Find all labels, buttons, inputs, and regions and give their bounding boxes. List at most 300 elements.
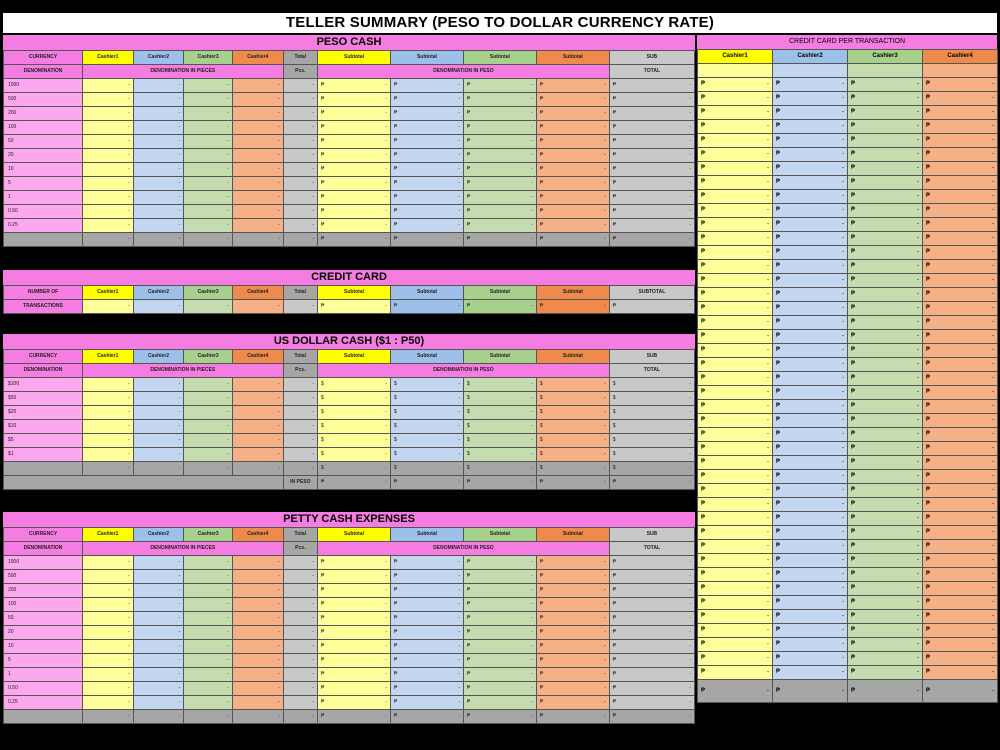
denomination-value[interactable]: 500 <box>4 570 83 584</box>
sub-total-cell[interactable] <box>609 668 694 682</box>
cashier-1-amount-cell[interactable] <box>318 392 391 406</box>
cashier-1-amount-cell[interactable] <box>318 448 391 462</box>
cc-tx-amount-cell[interactable] <box>923 176 998 190</box>
sub-total-cell[interactable] <box>609 135 694 149</box>
cashier-2-pieces-cell[interactable]: - <box>133 149 184 163</box>
cashier-3-pieces-cell[interactable]: - <box>184 406 233 420</box>
cc-tx-amount-cell[interactable] <box>698 386 773 400</box>
cc-cashier-2-count-cell[interactable]: - <box>133 300 184 314</box>
sub-total-cell[interactable] <box>609 177 694 191</box>
cc-tx-amount-cell[interactable] <box>773 148 848 162</box>
cashier-4-pieces-cell[interactable]: - <box>232 378 283 392</box>
total-pieces-cell[interactable]: - <box>283 392 317 406</box>
sub-total-cell[interactable] <box>609 163 694 177</box>
sub-total-cell[interactable] <box>609 392 694 406</box>
cc-tx-amount-cell[interactable] <box>773 540 848 554</box>
cashier-1-amount-cell[interactable] <box>318 121 391 135</box>
cc-tx-amount-cell[interactable] <box>698 274 773 288</box>
cc-tx-amount-cell[interactable] <box>848 414 923 428</box>
cc-total-count-cell[interactable]: - <box>283 300 317 314</box>
cc-tx-amount-cell[interactable] <box>848 442 923 456</box>
denomination-value[interactable]: 50 <box>4 135 83 149</box>
total-pieces-cell[interactable]: - <box>283 191 317 205</box>
cashier-2-amount-cell[interactable] <box>390 654 463 668</box>
cashier-4-amount-cell[interactable] <box>536 640 609 654</box>
total-pieces-cell[interactable]: - <box>283 149 317 163</box>
cashier-1-amount-cell[interactable] <box>318 556 391 570</box>
cc-tx-amount-cell[interactable] <box>773 358 848 372</box>
cashier-4-pieces-cell[interactable]: - <box>232 149 283 163</box>
pcs-header[interactable]: Pcs. <box>283 364 317 378</box>
cc-tx-amount-cell[interactable] <box>923 190 998 204</box>
cc-tx-amount-cell[interactable] <box>773 302 848 316</box>
cashier-4-pieces-cell[interactable]: - <box>232 420 283 434</box>
cc-tx-amount-cell[interactable] <box>773 596 848 610</box>
cc-tx-amount-cell[interactable] <box>923 386 998 400</box>
cashier-1-pieces-cell[interactable]: - <box>83 654 134 668</box>
cashier-1-pieces-cell[interactable]: - <box>83 448 134 462</box>
cc-tx-amount-cell[interactable] <box>848 120 923 134</box>
cc-tx-amount-cell[interactable] <box>848 386 923 400</box>
cc-tx-amount-cell[interactable] <box>923 232 998 246</box>
cashier-4-amount-cell[interactable] <box>536 598 609 612</box>
cc-tx-amount-cell[interactable] <box>923 260 998 274</box>
cashier-1-pieces-cell[interactable]: - <box>83 640 134 654</box>
usd-peso-label-spacer[interactable] <box>4 476 284 490</box>
cashier-2-amount-cell[interactable] <box>390 406 463 420</box>
cashier-1-pieces-cell[interactable]: - <box>83 135 134 149</box>
denomination-value[interactable]: 500 <box>4 93 83 107</box>
cc-tx-amount-cell[interactable] <box>773 442 848 456</box>
cashier-1-pieces-cell[interactable]: - <box>83 612 134 626</box>
cashier-3-pieces-cell[interactable]: - <box>184 121 233 135</box>
totals-pieces-cell[interactable]: - <box>283 710 317 724</box>
cc-tx-amount-cell[interactable] <box>773 246 848 260</box>
cashier-3-amount-cell[interactable] <box>463 191 536 205</box>
totals-amount-cell[interactable] <box>536 233 609 247</box>
usd-in-peso-label[interactable]: IN PESO <box>283 476 317 490</box>
subtotal-cashier-1-header[interactable]: Subtotal <box>318 51 391 65</box>
cc-tx-amount-cell[interactable] <box>698 456 773 470</box>
cashier-2-amount-cell[interactable] <box>390 556 463 570</box>
cashier-3-pieces-cell[interactable]: - <box>184 434 233 448</box>
totals-pieces-cell[interactable]: - <box>133 233 184 247</box>
cc-tx-amount-cell[interactable] <box>773 78 848 92</box>
denomination-value[interactable]: 1000 <box>4 79 83 93</box>
denomination-value[interactable]: $5 <box>4 434 83 448</box>
cashier-3-amount-cell[interactable] <box>463 668 536 682</box>
cc-tx-amount-cell[interactable] <box>923 512 998 526</box>
cc-tx-amount-cell[interactable] <box>923 204 998 218</box>
cc-tx-amount-cell[interactable] <box>923 666 998 680</box>
cc-tx-amount-cell[interactable] <box>923 456 998 470</box>
cashier-4-pieces-cell[interactable]: - <box>232 584 283 598</box>
cc-tx-amount-cell[interactable] <box>923 526 998 540</box>
cc-tx-amount-cell[interactable] <box>848 652 923 666</box>
totals-pieces-cell[interactable]: - <box>283 462 317 476</box>
cc-tx-amount-cell[interactable] <box>923 358 998 372</box>
cc-tx-amount-cell[interactable] <box>698 176 773 190</box>
sub-total-cell[interactable] <box>609 79 694 93</box>
total-pieces-cell[interactable]: - <box>283 378 317 392</box>
cashier-4-pieces-cell[interactable]: - <box>232 121 283 135</box>
cc-tx-amount-cell[interactable] <box>773 372 848 386</box>
cc-tx-total-cell[interactable] <box>848 680 923 703</box>
cc-tx-amount-cell[interactable] <box>848 134 923 148</box>
cc-tx-amount-cell[interactable] <box>848 624 923 638</box>
denomination-value[interactable]: 10 <box>4 640 83 654</box>
cashier-3-amount-cell[interactable] <box>463 107 536 121</box>
totals-pieces-cell[interactable]: - <box>133 462 184 476</box>
cc-tx-amount-cell[interactable] <box>923 274 998 288</box>
cc-tx-amount-cell[interactable] <box>698 260 773 274</box>
denomination-value[interactable]: 1 <box>4 668 83 682</box>
cc-tx-amount-cell[interactable] <box>848 596 923 610</box>
cc-tx-amount-cell[interactable] <box>698 372 773 386</box>
total-header[interactable]: Total <box>283 350 317 364</box>
cc-tx-amount-cell[interactable] <box>848 554 923 568</box>
cashier-3-amount-cell[interactable] <box>463 135 536 149</box>
cashier-4-amount-cell[interactable] <box>536 434 609 448</box>
total-pieces-cell[interactable]: - <box>283 682 317 696</box>
cc-subtotal-3-header[interactable]: Subtotal <box>463 286 536 300</box>
cc-tx-amount-cell[interactable] <box>773 134 848 148</box>
denomination-value[interactable]: 10 <box>4 163 83 177</box>
total-pieces-cell[interactable]: - <box>283 420 317 434</box>
cc-tx-cashier-1-header[interactable]: Cashier1 <box>698 50 773 64</box>
cashier-1-pieces-cell[interactable]: - <box>83 177 134 191</box>
cc-tx-amount-cell[interactable] <box>923 638 998 652</box>
cashier-1-amount-cell[interactable] <box>318 149 391 163</box>
total-pieces-cell[interactable]: - <box>283 79 317 93</box>
cashier-2-pieces-cell[interactable]: - <box>133 121 184 135</box>
cashier-3-pieces-cell[interactable]: - <box>184 668 233 682</box>
cashier-1-pieces-cell[interactable]: - <box>83 420 134 434</box>
cashier-1-pieces-cell[interactable]: - <box>83 696 134 710</box>
cashier-3-pieces-cell[interactable]: - <box>184 205 233 219</box>
cashier-3-amount-cell[interactable] <box>463 654 536 668</box>
cc-tx-amount-cell[interactable] <box>848 484 923 498</box>
cc-tx-amount-cell[interactable] <box>923 484 998 498</box>
denomination-value[interactable]: $100 <box>4 378 83 392</box>
cashier-4-pieces-cell[interactable]: - <box>232 654 283 668</box>
cc-tx-amount-cell[interactable] <box>923 78 998 92</box>
cashier-4-amount-cell[interactable] <box>536 163 609 177</box>
cc-tx-amount-cell[interactable] <box>923 344 998 358</box>
cashier-3-amount-cell[interactable] <box>463 640 536 654</box>
totals-amount-cell[interactable] <box>463 462 536 476</box>
denomination-value[interactable]: 100 <box>4 598 83 612</box>
cashier-1-amount-cell[interactable] <box>318 205 391 219</box>
sub-total-cell[interactable] <box>609 149 694 163</box>
cashier-2-pieces-cell[interactable]: - <box>133 135 184 149</box>
subtotal-cashier-4-header[interactable]: Subtotal <box>536 350 609 364</box>
cashier-3-pieces-cell[interactable]: - <box>184 149 233 163</box>
cc-cashier-4-count-cell[interactable]: - <box>232 300 283 314</box>
cashier-3-pieces-cell[interactable]: - <box>184 556 233 570</box>
cc-tx-amount-cell[interactable] <box>848 456 923 470</box>
cc-tx-amount-cell[interactable] <box>773 498 848 512</box>
cc-tx-amount-cell[interactable] <box>773 526 848 540</box>
denomination-value[interactable]: 0.25 <box>4 696 83 710</box>
denomination-value[interactable]: 5 <box>4 177 83 191</box>
cc-tx-amount-cell[interactable] <box>698 92 773 106</box>
cashier-2-pieces-cell[interactable]: - <box>133 378 184 392</box>
cashier-2-pieces-cell[interactable]: - <box>133 626 184 640</box>
cashier-2-amount-cell[interactable] <box>390 79 463 93</box>
total-caps-header[interactable]: TOTAL <box>609 65 694 79</box>
cashier-2-pieces-cell[interactable]: - <box>133 584 184 598</box>
cc-tx-amount-cell[interactable] <box>923 288 998 302</box>
cashier-4-pieces-cell[interactable]: - <box>232 556 283 570</box>
totals-pieces-cell[interactable]: - <box>232 710 283 724</box>
sub-total-cell[interactable] <box>609 378 694 392</box>
cashier-2-pieces-cell[interactable]: - <box>133 392 184 406</box>
sub-total-cell[interactable] <box>609 584 694 598</box>
total-caps-header[interactable]: TOTAL <box>609 364 694 378</box>
cashier-2-amount-cell[interactable] <box>390 378 463 392</box>
cc-tx-amount-header-3[interactable] <box>848 64 923 78</box>
subtotal-cashier-3-header[interactable]: Subtotal <box>463 528 536 542</box>
total-pieces-cell[interactable]: - <box>283 556 317 570</box>
sub-header[interactable]: SUB <box>609 51 694 65</box>
cashier-3-pieces-cell[interactable]: - <box>184 378 233 392</box>
cc-tx-amount-cell[interactable] <box>848 358 923 372</box>
cc-tx-amount-cell[interactable] <box>923 302 998 316</box>
cashier-2-amount-cell[interactable] <box>390 107 463 121</box>
totals-pieces-cell[interactable]: - <box>232 462 283 476</box>
cashier-3-amount-cell[interactable] <box>463 556 536 570</box>
cashier-3-amount-cell[interactable] <box>463 378 536 392</box>
cc-tx-amount-cell[interactable] <box>923 554 998 568</box>
cashier-2-amount-cell[interactable] <box>390 668 463 682</box>
cc-cashier-2-header[interactable]: Cashier2 <box>133 286 184 300</box>
cc-tx-amount-cell[interactable] <box>923 442 998 456</box>
cc-tx-amount-cell[interactable] <box>698 610 773 624</box>
cc-tx-amount-cell[interactable] <box>698 106 773 120</box>
cc-subtotal-caps-header[interactable]: SUBTOTAL <box>609 286 694 300</box>
cashier-4-pieces-cell[interactable]: - <box>232 640 283 654</box>
denomination-value[interactable]: 20 <box>4 626 83 640</box>
subtotal-cashier-2-header[interactable]: Subtotal <box>390 51 463 65</box>
cashier-3-amount-cell[interactable] <box>463 392 536 406</box>
cashier-4-amount-cell[interactable] <box>536 392 609 406</box>
totals-amount-cell[interactable] <box>536 710 609 724</box>
number-of-header[interactable]: NUMBER OF <box>4 286 83 300</box>
cashier-2-pieces-cell[interactable]: - <box>133 434 184 448</box>
cc-cashier-3-header[interactable]: Cashier3 <box>184 286 233 300</box>
cc-tx-amount-cell[interactable] <box>698 428 773 442</box>
cashier-4-pieces-cell[interactable]: - <box>232 205 283 219</box>
cc-tx-cashier-3-header[interactable]: Cashier3 <box>848 50 923 64</box>
totals-pieces-cell[interactable]: - <box>184 233 233 247</box>
cashier-3-pieces-cell[interactable]: - <box>184 448 233 462</box>
cashier-3-pieces-cell[interactable]: - <box>184 219 233 233</box>
sub-total-cell[interactable] <box>609 696 694 710</box>
total-pieces-cell[interactable]: - <box>283 626 317 640</box>
totals-amount-cell[interactable] <box>390 462 463 476</box>
cashier-2-amount-cell[interactable] <box>390 696 463 710</box>
cashier-4-amount-cell[interactable] <box>536 219 609 233</box>
cashier-1-amount-cell[interactable] <box>318 107 391 121</box>
cc-tx-amount-cell[interactable] <box>848 638 923 652</box>
cc-tx-amount-cell[interactable] <box>773 386 848 400</box>
cc-tx-cashier-2-header[interactable]: Cashier2 <box>773 50 848 64</box>
cc-tx-amount-cell[interactable] <box>698 400 773 414</box>
cashier-2-amount-cell[interactable] <box>390 448 463 462</box>
cashier-2-pieces-cell[interactable]: - <box>133 570 184 584</box>
total-caps-header[interactable]: TOTAL <box>609 542 694 556</box>
cashier-1-amount-cell[interactable] <box>318 682 391 696</box>
cashier-2-header[interactable]: Cashier2 <box>133 350 184 364</box>
cc-tx-amount-cell[interactable] <box>698 330 773 344</box>
cashier-2-pieces-cell[interactable]: - <box>133 448 184 462</box>
cc-tx-amount-cell[interactable] <box>848 330 923 344</box>
cc-tx-amount-cell[interactable] <box>923 218 998 232</box>
cashier-3-amount-cell[interactable] <box>463 93 536 107</box>
cc-tx-amount-cell[interactable] <box>848 498 923 512</box>
cashier-4-amount-cell[interactable] <box>536 93 609 107</box>
cashier-2-amount-cell[interactable] <box>390 163 463 177</box>
cc-tx-amount-cell[interactable] <box>773 190 848 204</box>
cc-tx-amount-cell[interactable] <box>698 624 773 638</box>
cc-tx-amount-header-1[interactable] <box>698 64 773 78</box>
cc-tx-amount-cell[interactable] <box>923 428 998 442</box>
cc-tx-amount-cell[interactable] <box>698 190 773 204</box>
total-pieces-cell[interactable]: - <box>283 121 317 135</box>
cashier-4-amount-cell[interactable] <box>536 584 609 598</box>
cc-tx-amount-cell[interactable] <box>848 218 923 232</box>
cc-tx-amount-cell[interactable] <box>698 204 773 218</box>
cashier-4-pieces-cell[interactable]: - <box>232 612 283 626</box>
cashier-4-pieces-cell[interactable]: - <box>232 392 283 406</box>
totals-pieces-cell[interactable]: - <box>232 233 283 247</box>
totals-amount-cell[interactable] <box>318 710 391 724</box>
cc-tx-amount-cell[interactable] <box>773 554 848 568</box>
cc-tx-amount-cell[interactable] <box>923 610 998 624</box>
denomination-value[interactable]: 50 <box>4 612 83 626</box>
cc-tx-amount-cell[interactable] <box>848 316 923 330</box>
cashier-2-header[interactable]: Cashier2 <box>133 528 184 542</box>
cc-tx-amount-cell[interactable] <box>773 288 848 302</box>
cashier-1-amount-cell[interactable] <box>318 177 391 191</box>
denomination-value[interactable]: 200 <box>4 584 83 598</box>
subtotal-cashier-2-header[interactable]: Subtotal <box>390 528 463 542</box>
cashier-2-pieces-cell[interactable]: - <box>133 420 184 434</box>
total-pieces-cell[interactable]: - <box>283 640 317 654</box>
cashier-4-pieces-cell[interactable]: - <box>232 406 283 420</box>
cc-tx-amount-cell[interactable] <box>848 246 923 260</box>
cashier-4-amount-cell[interactable] <box>536 79 609 93</box>
cc-tx-amount-cell[interactable] <box>848 162 923 176</box>
cashier-1-amount-cell[interactable] <box>318 135 391 149</box>
cc-tx-amount-cell[interactable] <box>698 344 773 358</box>
usd-in-peso-cell[interactable] <box>390 476 463 490</box>
cashier-4-amount-cell[interactable] <box>536 149 609 163</box>
cashier-1-pieces-cell[interactable]: - <box>83 392 134 406</box>
cashier-2-pieces-cell[interactable]: - <box>133 556 184 570</box>
denomination-value[interactable]: 1 <box>4 191 83 205</box>
cc-tx-amount-cell[interactable] <box>773 330 848 344</box>
cc-cashier-4-header[interactable]: Cashier4 <box>232 286 283 300</box>
cc-tx-amount-cell[interactable] <box>773 232 848 246</box>
cashier-4-pieces-cell[interactable]: - <box>232 135 283 149</box>
cashier-4-pieces-cell[interactable]: - <box>232 79 283 93</box>
cashier-4-pieces-cell[interactable]: - <box>232 177 283 191</box>
cashier-3-amount-cell[interactable] <box>463 420 536 434</box>
cc-tx-amount-cell[interactable] <box>698 134 773 148</box>
total-pieces-cell[interactable]: - <box>283 93 317 107</box>
cashier-1-amount-cell[interactable] <box>318 570 391 584</box>
cashier-3-amount-cell[interactable] <box>463 219 536 233</box>
subtotal-cashier-1-header[interactable]: Subtotal <box>318 350 391 364</box>
cashier-4-amount-cell[interactable] <box>536 654 609 668</box>
sub-header[interactable]: SUB <box>609 350 694 364</box>
cc-tx-amount-header-4[interactable] <box>923 64 998 78</box>
cashier-2-amount-cell[interactable] <box>390 640 463 654</box>
cashier-4-amount-cell[interactable] <box>536 121 609 135</box>
cashier-2-amount-cell[interactable] <box>390 420 463 434</box>
cashier-1-pieces-cell[interactable]: - <box>83 570 134 584</box>
cashier-4-header[interactable]: Cashier4 <box>232 350 283 364</box>
total-pieces-cell[interactable]: - <box>283 163 317 177</box>
cc-tx-amount-cell[interactable] <box>848 260 923 274</box>
cc-amount-cell[interactable] <box>390 300 463 314</box>
cashier-3-amount-cell[interactable] <box>463 205 536 219</box>
cashier-3-pieces-cell[interactable]: - <box>184 612 233 626</box>
cashier-3-pieces-cell[interactable]: - <box>184 163 233 177</box>
cashier-3-amount-cell[interactable] <box>463 584 536 598</box>
cc-tx-amount-cell[interactable] <box>848 526 923 540</box>
cc-subtotal-1-header[interactable]: Subtotal <box>318 286 391 300</box>
cc-tx-amount-cell[interactable] <box>698 652 773 666</box>
cashier-1-header[interactable]: Cashier1 <box>83 350 134 364</box>
cc-tx-total-cell[interactable] <box>923 680 998 703</box>
cc-amount-cell[interactable] <box>609 300 694 314</box>
sub-header[interactable]: SUB <box>609 528 694 542</box>
cc-subtotal-4-header[interactable]: Subtotal <box>536 286 609 300</box>
cashier-1-pieces-cell[interactable]: - <box>83 121 134 135</box>
cc-tx-amount-cell[interactable] <box>848 92 923 106</box>
subtotal-cashier-4-header[interactable]: Subtotal <box>536 51 609 65</box>
cashier-4-pieces-cell[interactable]: - <box>232 598 283 612</box>
cc-tx-amount-cell[interactable] <box>698 442 773 456</box>
denomination-in-peso-header[interactable]: DENOMINATION IN PESO <box>318 65 610 79</box>
cc-tx-amount-cell[interactable] <box>773 218 848 232</box>
cashier-2-amount-cell[interactable] <box>390 177 463 191</box>
usd-in-peso-cell[interactable] <box>536 476 609 490</box>
totals-pieces-cell[interactable]: - <box>83 233 134 247</box>
totals-label-cell[interactable] <box>4 710 83 724</box>
cashier-3-pieces-cell[interactable]: - <box>184 626 233 640</box>
sub-total-cell[interactable] <box>609 682 694 696</box>
sub-total-cell[interactable] <box>609 556 694 570</box>
cashier-4-amount-cell[interactable] <box>536 205 609 219</box>
total-pieces-cell[interactable]: - <box>283 668 317 682</box>
total-pieces-cell[interactable]: - <box>283 570 317 584</box>
cc-tx-amount-cell[interactable] <box>923 316 998 330</box>
total-pieces-cell[interactable]: - <box>283 696 317 710</box>
total-pieces-cell[interactable]: - <box>283 205 317 219</box>
cashier-4-pieces-cell[interactable]: - <box>232 219 283 233</box>
cc-tx-amount-cell[interactable] <box>848 568 923 582</box>
cashier-2-pieces-cell[interactable]: - <box>133 219 184 233</box>
cc-tx-amount-cell[interactable] <box>773 470 848 484</box>
cc-tx-amount-cell[interactable] <box>848 106 923 120</box>
cc-tx-amount-cell[interactable] <box>773 162 848 176</box>
sub-total-cell[interactable] <box>609 93 694 107</box>
cashier-2-amount-cell[interactable] <box>390 434 463 448</box>
